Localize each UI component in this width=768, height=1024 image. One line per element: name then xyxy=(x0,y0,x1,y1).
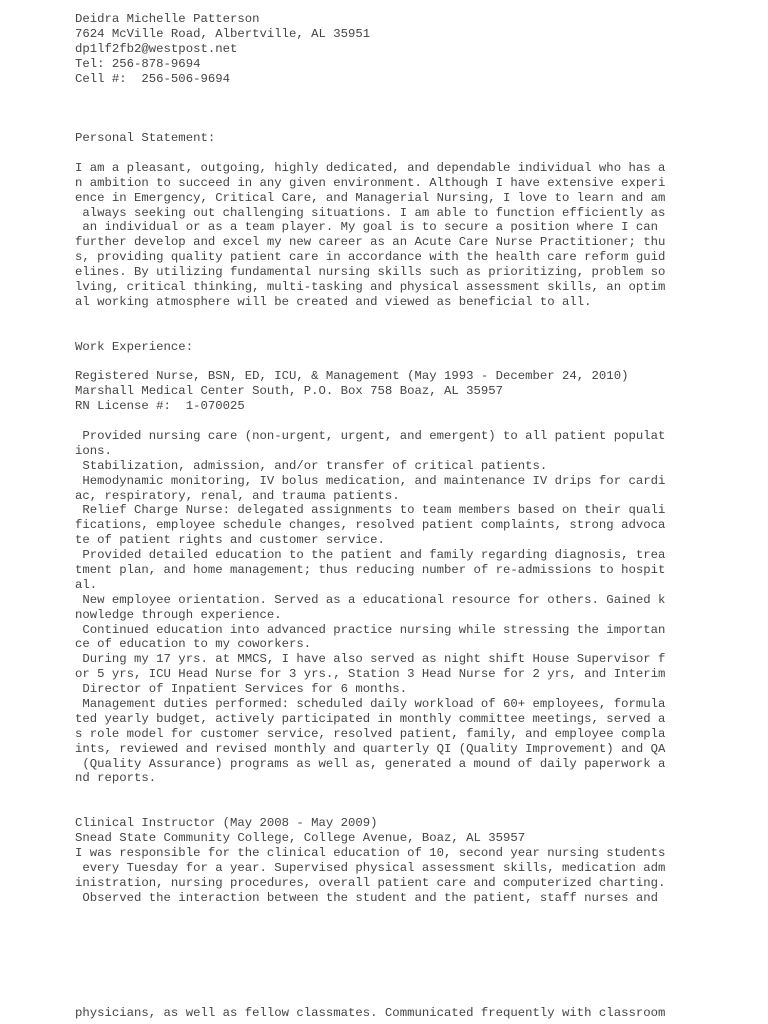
job-description-line: Observed the interaction between the student and the patient, staff nurses and xyxy=(75,890,658,905)
job-duties-list xyxy=(75,429,715,786)
duty-line: te of patient rights and customer service. xyxy=(75,533,385,548)
paragraph-line: an individual or as a team player. My goal is to secure a position where I can xyxy=(75,220,658,235)
duty-line: Management duties performed: scheduled daily workload of 60+ employees, formula xyxy=(75,696,666,711)
paragraph-line: elines. By utilizing fundamental nursing skills such as prioritizing, problem so xyxy=(75,265,666,280)
paragraph-line: n ambition to succeed in any given environment. Although I have extensive experi xyxy=(75,175,666,190)
duty-line: s role model for customer service, resolved patient, family, and employee compla xyxy=(75,726,666,741)
duty-line: Relief Charge Nurse: delegated assignments to team members based on their quali xyxy=(75,503,666,518)
duty-line: ce of education to my coworkers. xyxy=(75,637,312,652)
job-description-line: every Tuesday for a year. Supervised physical assessment skills, medication adm xyxy=(75,860,666,875)
contact-address: 7624 McVille Road, Albertville, AL 35951 xyxy=(75,26,371,41)
personal-statement-body xyxy=(75,161,715,310)
contact-name: Deidra Michelle Patterson xyxy=(75,12,260,26)
work-experience-heading: Work Experience: xyxy=(75,339,194,354)
paragraph-line: I am a pleasant, outgoing, highly dedicated, and dependable individual who has a xyxy=(75,160,666,175)
duty-line: tment plan, and home management; thus reducing number of re-admissions to hospit xyxy=(75,562,666,577)
paragraph-line: always seeking out challenging situations. I am able to function efficiently as xyxy=(75,205,666,220)
duty-line: (Quality Assurance) programs as well as, generated a mound of daily paperwork a xyxy=(75,756,666,771)
job-license: RN License #: 1-070025 xyxy=(75,399,245,414)
duty-line: al. xyxy=(75,577,98,592)
job-description-line: inistration, nursing procedures, overall patient care and computerized charting. xyxy=(75,875,666,890)
duty-line: nd reports. xyxy=(75,771,157,786)
contact-cell: Cell #: 256-506-9694 xyxy=(75,71,230,86)
duty-line: nowledge through experience. xyxy=(75,607,282,622)
duty-line: Provided detailed education to the patient and family regarding diagnosis, trea xyxy=(75,548,666,563)
job-title: Registered Nurse, BSN, ED, ICU, & Management (May 1993 - December 24, 2010) xyxy=(75,369,629,384)
paragraph-line: lving, critical thinking, multi-tasking and physical assessment skills, an optim xyxy=(75,280,666,295)
duty-line: Director of Inpatient Services for 6 months. xyxy=(75,682,408,697)
duty-line: ints, reviewed and revised monthly and quarterly QI (Quality Improvement) and QA xyxy=(75,741,666,756)
duty-line: Continued education into advanced practice nursing while stressing the importan xyxy=(75,622,666,637)
duty-line: Stabilization, admission, and/or transfer of critical patients. xyxy=(75,458,548,473)
job-header-registered-nurse xyxy=(75,369,715,414)
duty-line: Hemodynamic monitoring, IV bolus medication, and maintenance IV drips for cardi xyxy=(75,473,666,488)
paragraph-line: s, providing quality patient care in accordance with the health care reform guid xyxy=(75,250,666,265)
duty-line: New employee orientation. Served as a educational resource for others. Gained k xyxy=(75,592,666,607)
job-title: Clinical Instructor (May 2008 - May 2009) xyxy=(75,816,378,831)
paragraph-line: ence in Emergency, Critical Care, and Managerial Nursing, I love to learn and am xyxy=(75,190,666,205)
contact-block xyxy=(75,12,715,86)
duty-line: ions. xyxy=(75,443,112,458)
contact-email: dp1lf2fb2@westpost.net xyxy=(75,41,238,56)
duty-line: fications, employee schedule changes, resolved patient complaints, strong advoca xyxy=(75,518,666,533)
job-clinical-instructor xyxy=(75,816,715,905)
resume-document xyxy=(75,12,715,905)
duty-line: Provided nursing care (non-urgent, urgent, and emergent) to all patient populat xyxy=(75,428,666,443)
contact-tel: Tel: 256-878-9694 xyxy=(75,56,201,71)
duty-line: ted yearly budget, actively participated in monthly committee meetings, served a xyxy=(75,711,666,726)
paragraph-line: further develop and excel my new career as an Acute Care Nurse Practitioner; thu xyxy=(75,235,666,250)
duty-line: ac, respiratory, renal, and trauma patients. xyxy=(75,488,400,503)
job-description-line: I was responsible for the clinical education of 10, second year nursing students xyxy=(75,845,666,860)
duty-line: During my 17 yrs. at MMCS, I have also served as night shift House Supervisor f xyxy=(75,652,666,667)
paragraph-line: al working atmosphere will be created and viewed as beneficial to all. xyxy=(75,294,592,309)
job-employer: Marshall Medical Center South, P.O. Box 758 Boaz, AL 35957 xyxy=(75,384,504,399)
duty-line: or 5 yrs, ICU Head Nurse for 3 yrs., Station 3 Head Nurse for 2 yrs, and Interim xyxy=(75,667,666,682)
personal-statement-heading: Personal Statement: xyxy=(75,131,216,146)
page-bottom-line: physicians, as well as fellow classmates. Communicated frequently with classroom xyxy=(75,1006,666,1020)
job-employer: Snead State Community College, College Avenue, Boaz, AL 35957 xyxy=(75,830,526,845)
